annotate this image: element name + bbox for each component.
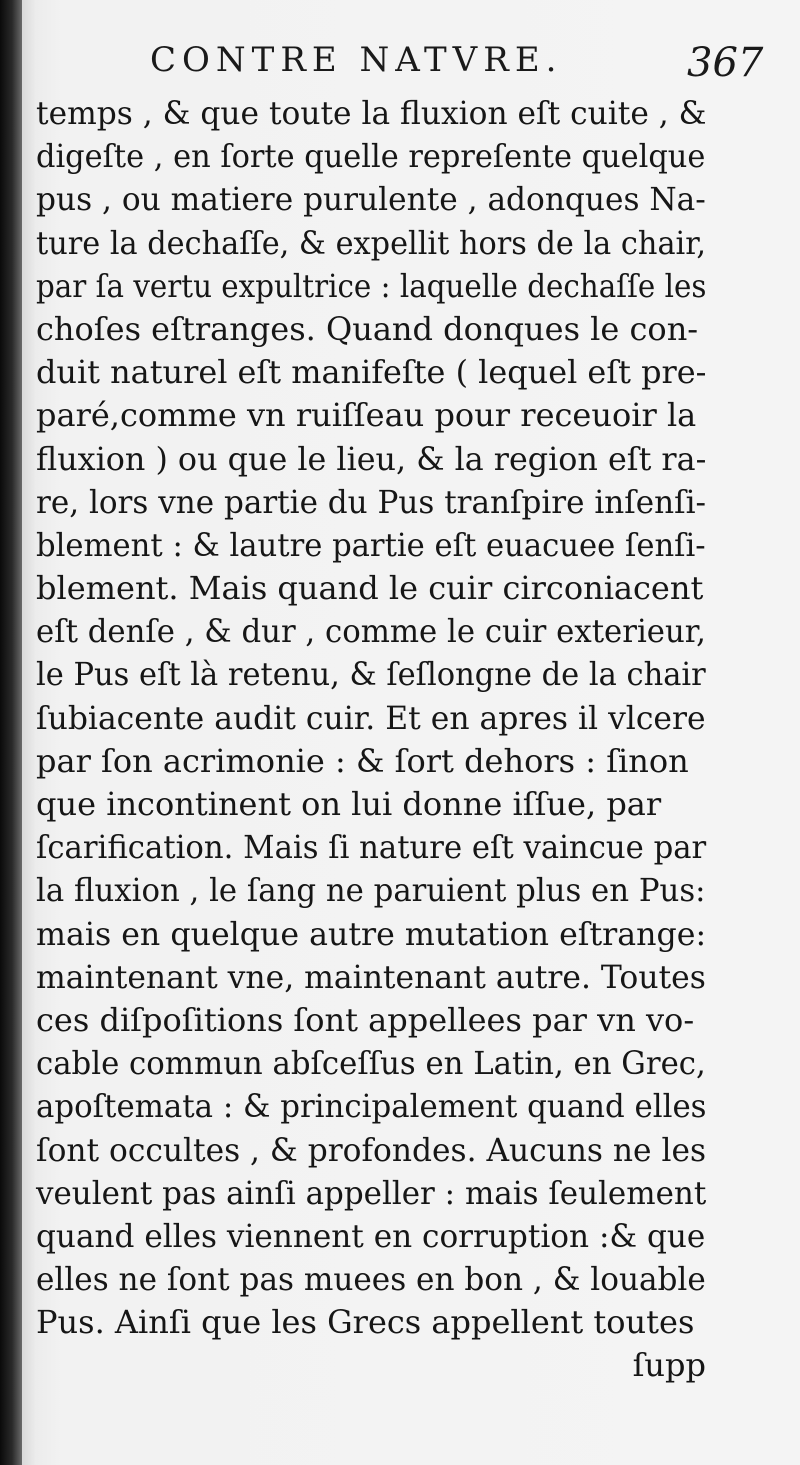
text-line: apoſtemata : & principalement quand elles <box>36 1087 707 1126</box>
text-line: par ſon acrimonie : & ſort dehors : ſinon <box>36 741 689 780</box>
catchword: ſupp <box>632 1346 706 1385</box>
text-line: la fluxion , le ſang ne paruient plus en Pus: <box>36 871 706 910</box>
text-line: re, lors vne partie du Pus tranſpire inſenſi- <box>36 482 707 521</box>
text-line: pus , ou matiere purulente , adonques Na- <box>36 180 706 219</box>
text-line: blement : & lautre partie eſt euacuee ſenſi- <box>36 525 706 564</box>
text-line: mais en quelque autre mutation eſtrange: <box>36 914 707 953</box>
body-text <box>36 92 706 1388</box>
running-head <box>22 38 800 88</box>
book-page <box>22 0 800 1465</box>
page-number: 367 <box>687 40 764 86</box>
text-line: ſont occultes , & profondes. Aucuns ne les <box>36 1130 707 1169</box>
text-line: quand elles viennent en corruption :& que <box>36 1216 706 1255</box>
text-line: veulent pas ainſi appeller : mais ſeulement <box>36 1173 707 1212</box>
text-line: duit naturel eſt manifeſte ( lequel eſt pre- <box>36 353 707 392</box>
page-gutter-shadow <box>0 0 22 1465</box>
text-line: que incontinent on lui donne iſſue, par <box>36 785 662 823</box>
text-line: blement. Mais quand le cuir circoniacent <box>36 569 704 608</box>
text-line: ture la dechaſſe, & expellit hors de la chair, <box>36 223 707 262</box>
running-title: CONTRE NATVRE. <box>150 40 563 80</box>
text-line: le Pus eſt là retenu, & ſeſlongne de la chair <box>36 655 706 694</box>
text-line: temps , & que toute la fluxion eſt cuite , & <box>36 94 707 132</box>
text-line: digeſte , en ſorte quelle repreſente quelque <box>36 137 706 176</box>
text-line: cable commun abſceſſus en Latin, en Grec, <box>36 1044 706 1083</box>
text-line: choſes eſtranges. Quand donques le con- <box>36 309 699 348</box>
text-line: maintenant vne, maintenant autre. Toutes <box>36 957 706 996</box>
text-line: ces diſpoſitions ſont appellees par vn vo- <box>36 1000 695 1039</box>
text-line: eſt denſe , & dur , comme le cuir exterieur, <box>36 612 706 651</box>
text-line: fluxion ) ou que le lieu, & la region eſt ra- <box>36 439 707 478</box>
text-line: Pus. Ainſi que les Grecs appellent toutes <box>36 1303 695 1342</box>
text-line: elles ne ſont pas muees en bon , & louable <box>36 1260 706 1299</box>
text-line: ſubiacente audit cuir. Et en apres il vlcere <box>36 698 706 737</box>
text-line: ſcarification. Mais ſi nature eſt vaincue par <box>36 828 707 867</box>
text-line: paré,comme vn ruiſſeau pour receuoir la <box>36 396 697 435</box>
text-line: par ſa vertu expultrice : laquelle dechaſſe les <box>36 266 707 305</box>
